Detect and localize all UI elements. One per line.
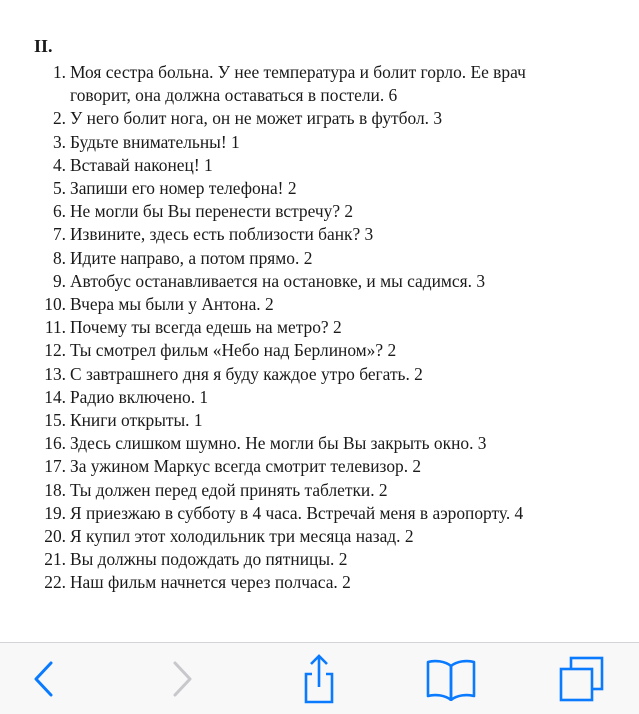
item-number: 12. xyxy=(44,340,66,361)
item-text: Я приезжаю в субботу в 4 часа. Встречай меня в аэропорту. 4 xyxy=(70,502,524,523)
share-icon xyxy=(299,653,339,705)
forward-button[interactable] xyxy=(158,643,208,714)
item-number: 10. xyxy=(44,294,66,315)
item-number: 4. xyxy=(52,154,66,175)
item-text: Ты смотрел фильм «Небо над Берлином»? 2 xyxy=(70,340,397,361)
list-item xyxy=(0,154,639,177)
item-number: 13. xyxy=(44,363,66,384)
back-button[interactable] xyxy=(18,643,68,714)
list-item xyxy=(0,247,639,270)
item-text: Будьте внимательны! 1 xyxy=(70,131,240,152)
item-text: Почему ты всегда едешь на метро? 2 xyxy=(70,317,342,338)
item-text: говорит, она должна оставаться в постели. 6 xyxy=(70,85,398,106)
list-item xyxy=(0,293,639,316)
item-text: Книги открыты. 1 xyxy=(70,410,203,431)
item-number: 22. xyxy=(44,572,66,593)
item-text: За ужином Маркус всегда смотрит телевизор. 2 xyxy=(70,456,422,477)
list-item xyxy=(0,479,639,502)
list-item xyxy=(0,200,639,223)
item-number: 7. xyxy=(52,224,66,245)
item-text: Не могли бы Вы перенести встречу? 2 xyxy=(70,201,354,222)
item-text: Ты должен перед едой принять таблетки. 2 xyxy=(70,479,388,500)
item-number: 14. xyxy=(44,386,66,407)
chevron-right-icon xyxy=(172,660,194,698)
item-text: Вы должны подождать до пятницы. 2 xyxy=(70,549,348,570)
item-text: Наш фильм начнется через полчаса. 2 xyxy=(70,572,351,593)
share-button[interactable] xyxy=(292,643,346,714)
item-number: 9. xyxy=(52,270,66,291)
item-number: 15. xyxy=(44,410,66,431)
item-number: 6. xyxy=(52,201,66,222)
item-text: Запиши его номер телефона! 2 xyxy=(70,178,297,199)
item-text: Радио включено. 1 xyxy=(70,386,209,407)
item-text: Моя сестра больна. У нее температура и болит горло. Ее врач xyxy=(70,62,526,82)
list-item xyxy=(0,363,639,386)
sentence-list xyxy=(0,61,639,595)
bookmarks-button[interactable] xyxy=(420,643,482,714)
list-item xyxy=(0,223,639,246)
item-number: 16. xyxy=(44,433,66,454)
tabs-icon xyxy=(557,654,607,704)
list-item xyxy=(0,61,639,107)
list-item xyxy=(0,502,639,525)
item-number: 1. xyxy=(52,62,66,82)
section-heading: II. xyxy=(34,36,53,56)
list-item xyxy=(0,386,639,409)
item-number: 17. xyxy=(44,456,66,477)
item-number: 8. xyxy=(52,247,66,268)
item-text: Извините, здесь есть поблизости банк? 3 xyxy=(70,224,374,245)
item-number: 2. xyxy=(52,108,66,129)
item-text: Вставай наконец! 1 xyxy=(70,154,213,175)
list-item xyxy=(0,409,639,432)
list-item xyxy=(0,525,639,548)
chevron-left-icon xyxy=(32,660,54,698)
list-item xyxy=(0,548,639,571)
item-number: 11. xyxy=(44,317,66,338)
item-text: Идите направо, а потом прямо. 2 xyxy=(70,247,313,268)
book-icon xyxy=(425,657,477,701)
item-number: 21. xyxy=(44,549,66,570)
item-text: У него болит нога, он не может играть в футбол. 3 xyxy=(70,108,443,129)
item-number: 5. xyxy=(52,178,66,199)
item-number: 3. xyxy=(52,131,66,152)
browser-toolbar xyxy=(0,642,639,714)
list-item xyxy=(0,455,639,478)
item-text: Здесь слишком шумно. Не могли бы Вы закрыть окно. 3 xyxy=(70,433,487,454)
item-number: 18. xyxy=(44,479,66,500)
list-item xyxy=(0,270,639,293)
item-number: 20. xyxy=(44,526,66,547)
item-text: Я купил этот холодильник три месяца назад. 2 xyxy=(70,526,414,547)
list-item xyxy=(0,316,639,339)
list-item xyxy=(0,131,639,154)
tabs-button[interactable] xyxy=(552,643,612,714)
list-item xyxy=(0,571,639,594)
list-item xyxy=(0,177,639,200)
item-text: Автобус останавливается на остановке, и мы садимся. 3 xyxy=(70,270,486,291)
item-number: 19. xyxy=(44,502,66,523)
item-text: Вчера мы были у Антона. 2 xyxy=(70,294,274,315)
list-item xyxy=(0,107,639,130)
list-item xyxy=(0,339,639,362)
list-item xyxy=(0,432,639,455)
item-text: С завтрашнего дня я буду каждое утро бегать. 2 xyxy=(70,363,423,384)
